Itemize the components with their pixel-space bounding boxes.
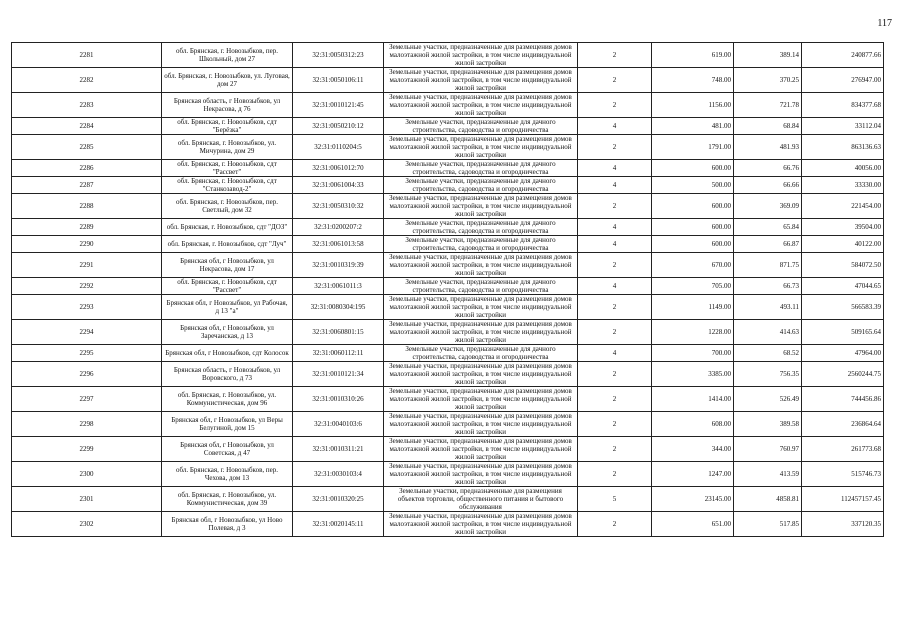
- table-row: [12, 135, 884, 160]
- table-row: [12, 320, 884, 345]
- cadastral-number-cell: 32:31:0060112:11: [293, 345, 384, 362]
- row-number: 2295: [12, 345, 162, 362]
- land-use-cell: Земельные участки, предназначенные для размещения домов малоэтажной жилой застройки, в том числе индивидуальной жилой застройки: [384, 68, 578, 93]
- land-use-cell: Земельные участки, предназначенные для дачного строительства, садоводства и огородничества: [384, 219, 578, 236]
- cadastral-value-cell: 33112.04: [802, 118, 884, 135]
- area-cell: 619.00: [652, 43, 734, 68]
- row-number: 2288: [12, 194, 162, 219]
- row-number: 2297: [12, 387, 162, 412]
- table-body: [12, 43, 884, 537]
- land-use-cell: Земельные участки, предназначенные для размещения домов малоэтажной жилой застройки, в том числе индивидуальной жилой застройки: [384, 362, 578, 387]
- group-cell: 2: [578, 320, 652, 345]
- specific-value-cell: 871.75: [734, 253, 802, 278]
- row-number: 2294: [12, 320, 162, 345]
- specific-value-cell: 414.63: [734, 320, 802, 345]
- table-row: [12, 437, 884, 462]
- cadastral-value-cell: 744456.86: [802, 387, 884, 412]
- specific-value-cell: 66.76: [734, 160, 802, 177]
- area-cell: 1414.00: [652, 387, 734, 412]
- area-cell: 600.00: [652, 236, 734, 253]
- table-row: [12, 278, 884, 295]
- area-cell: 3385.00: [652, 362, 734, 387]
- cadastral-number-cell: 32:31:0110204:5: [293, 135, 384, 160]
- specific-value-cell: 756.35: [734, 362, 802, 387]
- cadastral-number-cell: 32:31:0050310:32: [293, 194, 384, 219]
- row-number: 2287: [12, 177, 162, 194]
- table-row: [12, 219, 884, 236]
- cadastral-number-cell: 32:31:0080304:195: [293, 295, 384, 320]
- table-row: [12, 177, 884, 194]
- area-cell: 500.00: [652, 177, 734, 194]
- row-number: 2285: [12, 135, 162, 160]
- address-cell: Брянская область, г Новозыбков, ул Воровского, д 73: [162, 362, 293, 387]
- group-cell: 4: [578, 345, 652, 362]
- row-number: 2282: [12, 68, 162, 93]
- cadastral-number-cell: 32:31:0061011:3: [293, 278, 384, 295]
- cadastral-number-cell: 32:31:0050106:11: [293, 68, 384, 93]
- land-use-cell: Земельные участки, предназначенные для дачного строительства, садоводства и огородничества: [384, 160, 578, 177]
- area-cell: 23145.00: [652, 487, 734, 512]
- area-cell: 1791.00: [652, 135, 734, 160]
- cadastral-number-cell: 32:31:0030103:4: [293, 462, 384, 487]
- specific-value-cell: 370.25: [734, 68, 802, 93]
- cadastral-value-cell: 40056.00: [802, 160, 884, 177]
- row-number: 2281: [12, 43, 162, 68]
- specific-value-cell: 413.59: [734, 462, 802, 487]
- cadastral-number-cell: 32:31:0061013:58: [293, 236, 384, 253]
- group-cell: 4: [578, 219, 652, 236]
- specific-value-cell: 65.84: [734, 219, 802, 236]
- cadastral-number-cell: 32:31:0050312:23: [293, 43, 384, 68]
- land-use-cell: Земельные участки, предназначенные для размещения домов малоэтажной жилой застройки, в том числе индивидуальной жилой застройки: [384, 295, 578, 320]
- table-row: [12, 512, 884, 537]
- table-row: [12, 68, 884, 93]
- area-cell: 705.00: [652, 278, 734, 295]
- table-row: [12, 93, 884, 118]
- cadastral-value-cell: 276947.00: [802, 68, 884, 93]
- cadastral-value-cell: 863136.63: [802, 135, 884, 160]
- cadastral-value-cell: 221454.00: [802, 194, 884, 219]
- address-cell: обл. Брянская, г. Новозыбков, ул. Коммунистическая, дом 96: [162, 387, 293, 412]
- address-cell: обл. Брянская, г. Новозыбков, сдт "Берёзка": [162, 118, 293, 135]
- specific-value-cell: 68.52: [734, 345, 802, 362]
- cadastral-value-cell: 112457157.45: [802, 487, 884, 512]
- row-number: 2289: [12, 219, 162, 236]
- group-cell: 2: [578, 68, 652, 93]
- land-use-cell: Земельные участки, предназначенные для размещения домов малоэтажной жилой застройки, в том числе индивидуальной жилой застройки: [384, 320, 578, 345]
- address-cell: Брянская обл, г Новозыбков, ул Советская, д 47: [162, 437, 293, 462]
- group-cell: 5: [578, 487, 652, 512]
- group-cell: 2: [578, 295, 652, 320]
- address-cell: Брянская обл, г Новозыбков, ул Рабочая, д 13 "а": [162, 295, 293, 320]
- group-cell: 2: [578, 437, 652, 462]
- address-cell: обл. Брянская, г. Новозыбков, пер. Чехова, дом 13: [162, 462, 293, 487]
- group-cell: 2: [578, 462, 652, 487]
- cadastral-number-cell: 32:31:0010121:34: [293, 362, 384, 387]
- specific-value-cell: 4858.81: [734, 487, 802, 512]
- land-use-cell: Земельные участки, предназначенные для размещения домов малоэтажной жилой застройки, в том числе индивидуальной жилой застройки: [384, 437, 578, 462]
- cadastral-value-cell: 236864.64: [802, 412, 884, 437]
- specific-value-cell: 68.84: [734, 118, 802, 135]
- cadastral-value-cell: 566583.39: [802, 295, 884, 320]
- group-cell: 4: [578, 236, 652, 253]
- cadastral-number-cell: 32:31:0060801:15: [293, 320, 384, 345]
- address-cell: обл. Брянская, г. Новозыбков, пер. Школьный, дом 27: [162, 43, 293, 68]
- row-number: 2302: [12, 512, 162, 537]
- row-number: 2298: [12, 412, 162, 437]
- group-cell: 4: [578, 118, 652, 135]
- group-cell: 2: [578, 43, 652, 68]
- group-cell: 2: [578, 387, 652, 412]
- address-cell: Брянская обл, г Новозыбков, ул Ново Полевая, д 3: [162, 512, 293, 537]
- specific-value-cell: 66.73: [734, 278, 802, 295]
- area-cell: 481.00: [652, 118, 734, 135]
- land-use-cell: Земельные участки, предназначенные для дачного строительства, садоводства и огородничества: [384, 177, 578, 194]
- land-use-cell: Земельные участки, предназначенные для дачного строительства, садоводства и огородничества: [384, 345, 578, 362]
- land-use-cell: Земельные участки, предназначенные для дачного строительства, садоводства и огородничества: [384, 236, 578, 253]
- table-row: [12, 487, 884, 512]
- area-cell: 651.00: [652, 512, 734, 537]
- table-row: [12, 160, 884, 177]
- cadastral-value-cell: 2560244.75: [802, 362, 884, 387]
- row-number: 2291: [12, 253, 162, 278]
- area-cell: 700.00: [652, 345, 734, 362]
- cadastral-value-cell: 39504.00: [802, 219, 884, 236]
- cadastral-number-cell: 32:31:0200207:2: [293, 219, 384, 236]
- cadastral-value-cell: 337120.35: [802, 512, 884, 537]
- row-number: 2283: [12, 93, 162, 118]
- table-row: [12, 362, 884, 387]
- table-row: [12, 412, 884, 437]
- row-number: 2299: [12, 437, 162, 462]
- address-cell: обл. Брянская, г. Новозыбков, ул. Мичурина, дом 29: [162, 135, 293, 160]
- group-cell: 2: [578, 194, 652, 219]
- table-row: [12, 43, 884, 68]
- land-use-cell: Земельные участки, предназначенные для размещения домов малоэтажной жилой застройки, в том числе индивидуальной жилой застройки: [384, 387, 578, 412]
- row-number: 2284: [12, 118, 162, 135]
- table-row: [12, 253, 884, 278]
- cadastral-value-table: [11, 42, 884, 537]
- cadastral-value-cell: 47964.00: [802, 345, 884, 362]
- address-cell: Брянская обл, г Новозыбков, ул Заречанская, д 13: [162, 320, 293, 345]
- area-cell: 600.00: [652, 160, 734, 177]
- area-cell: 1149.00: [652, 295, 734, 320]
- cadastral-number-cell: 32:31:0010121:45: [293, 93, 384, 118]
- cadastral-number-cell: 32:31:0040103:6: [293, 412, 384, 437]
- land-use-cell: Земельные участки, предназначенные для размещения домов малоэтажной жилой застройки, в том числе индивидуальной жилой застройки: [384, 253, 578, 278]
- row-number: 2292: [12, 278, 162, 295]
- table-row: [12, 295, 884, 320]
- cadastral-number-cell: 32:31:0061012:70: [293, 160, 384, 177]
- specific-value-cell: 721.78: [734, 93, 802, 118]
- cadastral-value-cell: 240877.66: [802, 43, 884, 68]
- specific-value-cell: 481.93: [734, 135, 802, 160]
- land-use-cell: Земельные участки, предназначенные для размещения домов малоэтажной жилой застройки, в том числе индивидуальной жилой застройки: [384, 512, 578, 537]
- row-number: 2301: [12, 487, 162, 512]
- cadastral-number-cell: 32:31:0061004:33: [293, 177, 384, 194]
- area-cell: 600.00: [652, 219, 734, 236]
- address-cell: Брянская область, г Новозыбков, ул Некрасова, д 76: [162, 93, 293, 118]
- cadastral-value-cell: 33330.00: [802, 177, 884, 194]
- specific-value-cell: 66.66: [734, 177, 802, 194]
- cadastral-number-cell: 32:31:0010319:39: [293, 253, 384, 278]
- area-cell: 748.00: [652, 68, 734, 93]
- address-cell: обл. Брянская, г. Новозыбков, сдт "Рассвет": [162, 160, 293, 177]
- table-row: [12, 345, 884, 362]
- land-use-cell: Земельные участки, предназначенные для размещения домов малоэтажной жилой застройки, в том числе индивидуальной жилой застройки: [384, 462, 578, 487]
- land-use-cell: Земельные участки, предназначенные для размещения домов малоэтажной жилой застройки, в том числе индивидуальной жилой застройки: [384, 135, 578, 160]
- address-cell: обл. Брянская, г. Новозыбков, сдт "Станкозавод-2": [162, 177, 293, 194]
- row-number: 2286: [12, 160, 162, 177]
- land-use-cell: Земельные участки, предназначенные для размещения домов малоэтажной жилой застройки, в том числе индивидуальной жилой застройки: [384, 43, 578, 68]
- area-cell: 600.00: [652, 194, 734, 219]
- cadastral-value-cell: 261773.68: [802, 437, 884, 462]
- cadastral-number-cell: 32:31:0050210:12: [293, 118, 384, 135]
- land-use-cell: Земельные участки, предназначенные для дачного строительства, садоводства и огородничества: [384, 278, 578, 295]
- specific-value-cell: 389.58: [734, 412, 802, 437]
- group-cell: 2: [578, 135, 652, 160]
- specific-value-cell: 517.85: [734, 512, 802, 537]
- address-cell: обл. Брянская, г. Новозыбков, ул. Коммунистическая, дом 39: [162, 487, 293, 512]
- cadastral-value-cell: 509165.64: [802, 320, 884, 345]
- land-use-cell: Земельные участки, предназначенные для размещения домов малоэтажной жилой застройки, в том числе индивидуальной жилой застройки: [384, 93, 578, 118]
- group-cell: 2: [578, 93, 652, 118]
- cadastral-value-cell: 40122.00: [802, 236, 884, 253]
- specific-value-cell: 526.49: [734, 387, 802, 412]
- page-number: 117: [877, 18, 892, 29]
- area-cell: 1156.00: [652, 93, 734, 118]
- cadastral-value-cell: 47044.65: [802, 278, 884, 295]
- group-cell: 4: [578, 160, 652, 177]
- specific-value-cell: 66.87: [734, 236, 802, 253]
- address-cell: Брянская обл, г Новозыбков, ул Веры Белугиной, дом 15: [162, 412, 293, 437]
- land-use-cell: Земельные участки, предназначенные для размещения объектов торговли, общественного питания и бытового обслуживания: [384, 487, 578, 512]
- address-cell: Брянская обл, г Новозыбков, ул Некрасова, дом 17: [162, 253, 293, 278]
- address-cell: Брянская обл, г Новозыбков, сдт Колосок: [162, 345, 293, 362]
- table-row: [12, 118, 884, 135]
- area-cell: 608.00: [652, 412, 734, 437]
- cadastral-number-cell: 32:31:0010310:26: [293, 387, 384, 412]
- area-cell: 344.00: [652, 437, 734, 462]
- address-cell: обл. Брянская, г. Новозыбков, ул. Луговая, дом 27: [162, 68, 293, 93]
- row-number: 2300: [12, 462, 162, 487]
- group-cell: 2: [578, 253, 652, 278]
- table-row: [12, 236, 884, 253]
- address-cell: обл. Брянская, г. Новозыбков, сдт "Луч": [162, 236, 293, 253]
- row-number: 2293: [12, 295, 162, 320]
- address-cell: обл. Брянская, г. Новозыбков, сдт "Рассвет": [162, 278, 293, 295]
- table-row: [12, 462, 884, 487]
- specific-value-cell: 369.09: [734, 194, 802, 219]
- cadastral-value-cell: 584072.50: [802, 253, 884, 278]
- cadastral-number-cell: 32:31:0010311:21: [293, 437, 384, 462]
- table-row: [12, 194, 884, 219]
- specific-value-cell: 760.97: [734, 437, 802, 462]
- land-use-cell: Земельные участки, предназначенные для размещения домов малоэтажной жилой застройки, в том числе индивидуальной жилой застройки: [384, 194, 578, 219]
- area-cell: 1228.00: [652, 320, 734, 345]
- group-cell: 2: [578, 412, 652, 437]
- table-row: [12, 387, 884, 412]
- land-use-cell: Земельные участки, предназначенные для размещения домов малоэтажной жилой застройки, в том числе индивидуальной жилой застройки: [384, 412, 578, 437]
- address-cell: обл. Брянская, г. Новозыбков, пер. Светлый, дом 32: [162, 194, 293, 219]
- cadastral-number-cell: 32:31:0020145:11: [293, 512, 384, 537]
- land-use-cell: Земельные участки, предназначенные для дачного строительства, садоводства и огородничества: [384, 118, 578, 135]
- group-cell: 2: [578, 362, 652, 387]
- area-cell: 670.00: [652, 253, 734, 278]
- cadastral-value-cell: 515746.73: [802, 462, 884, 487]
- group-cell: 2: [578, 512, 652, 537]
- cadastral-value-cell: 834377.68: [802, 93, 884, 118]
- cadastral-number-cell: 32:31:0010320:25: [293, 487, 384, 512]
- specific-value-cell: 389.14: [734, 43, 802, 68]
- specific-value-cell: 493.11: [734, 295, 802, 320]
- group-cell: 4: [578, 177, 652, 194]
- row-number: 2296: [12, 362, 162, 387]
- group-cell: 4: [578, 278, 652, 295]
- area-cell: 1247.00: [652, 462, 734, 487]
- row-number: 2290: [12, 236, 162, 253]
- address-cell: обл. Брянская, г. Новозыбков, сдт "ДОЗ": [162, 219, 293, 236]
